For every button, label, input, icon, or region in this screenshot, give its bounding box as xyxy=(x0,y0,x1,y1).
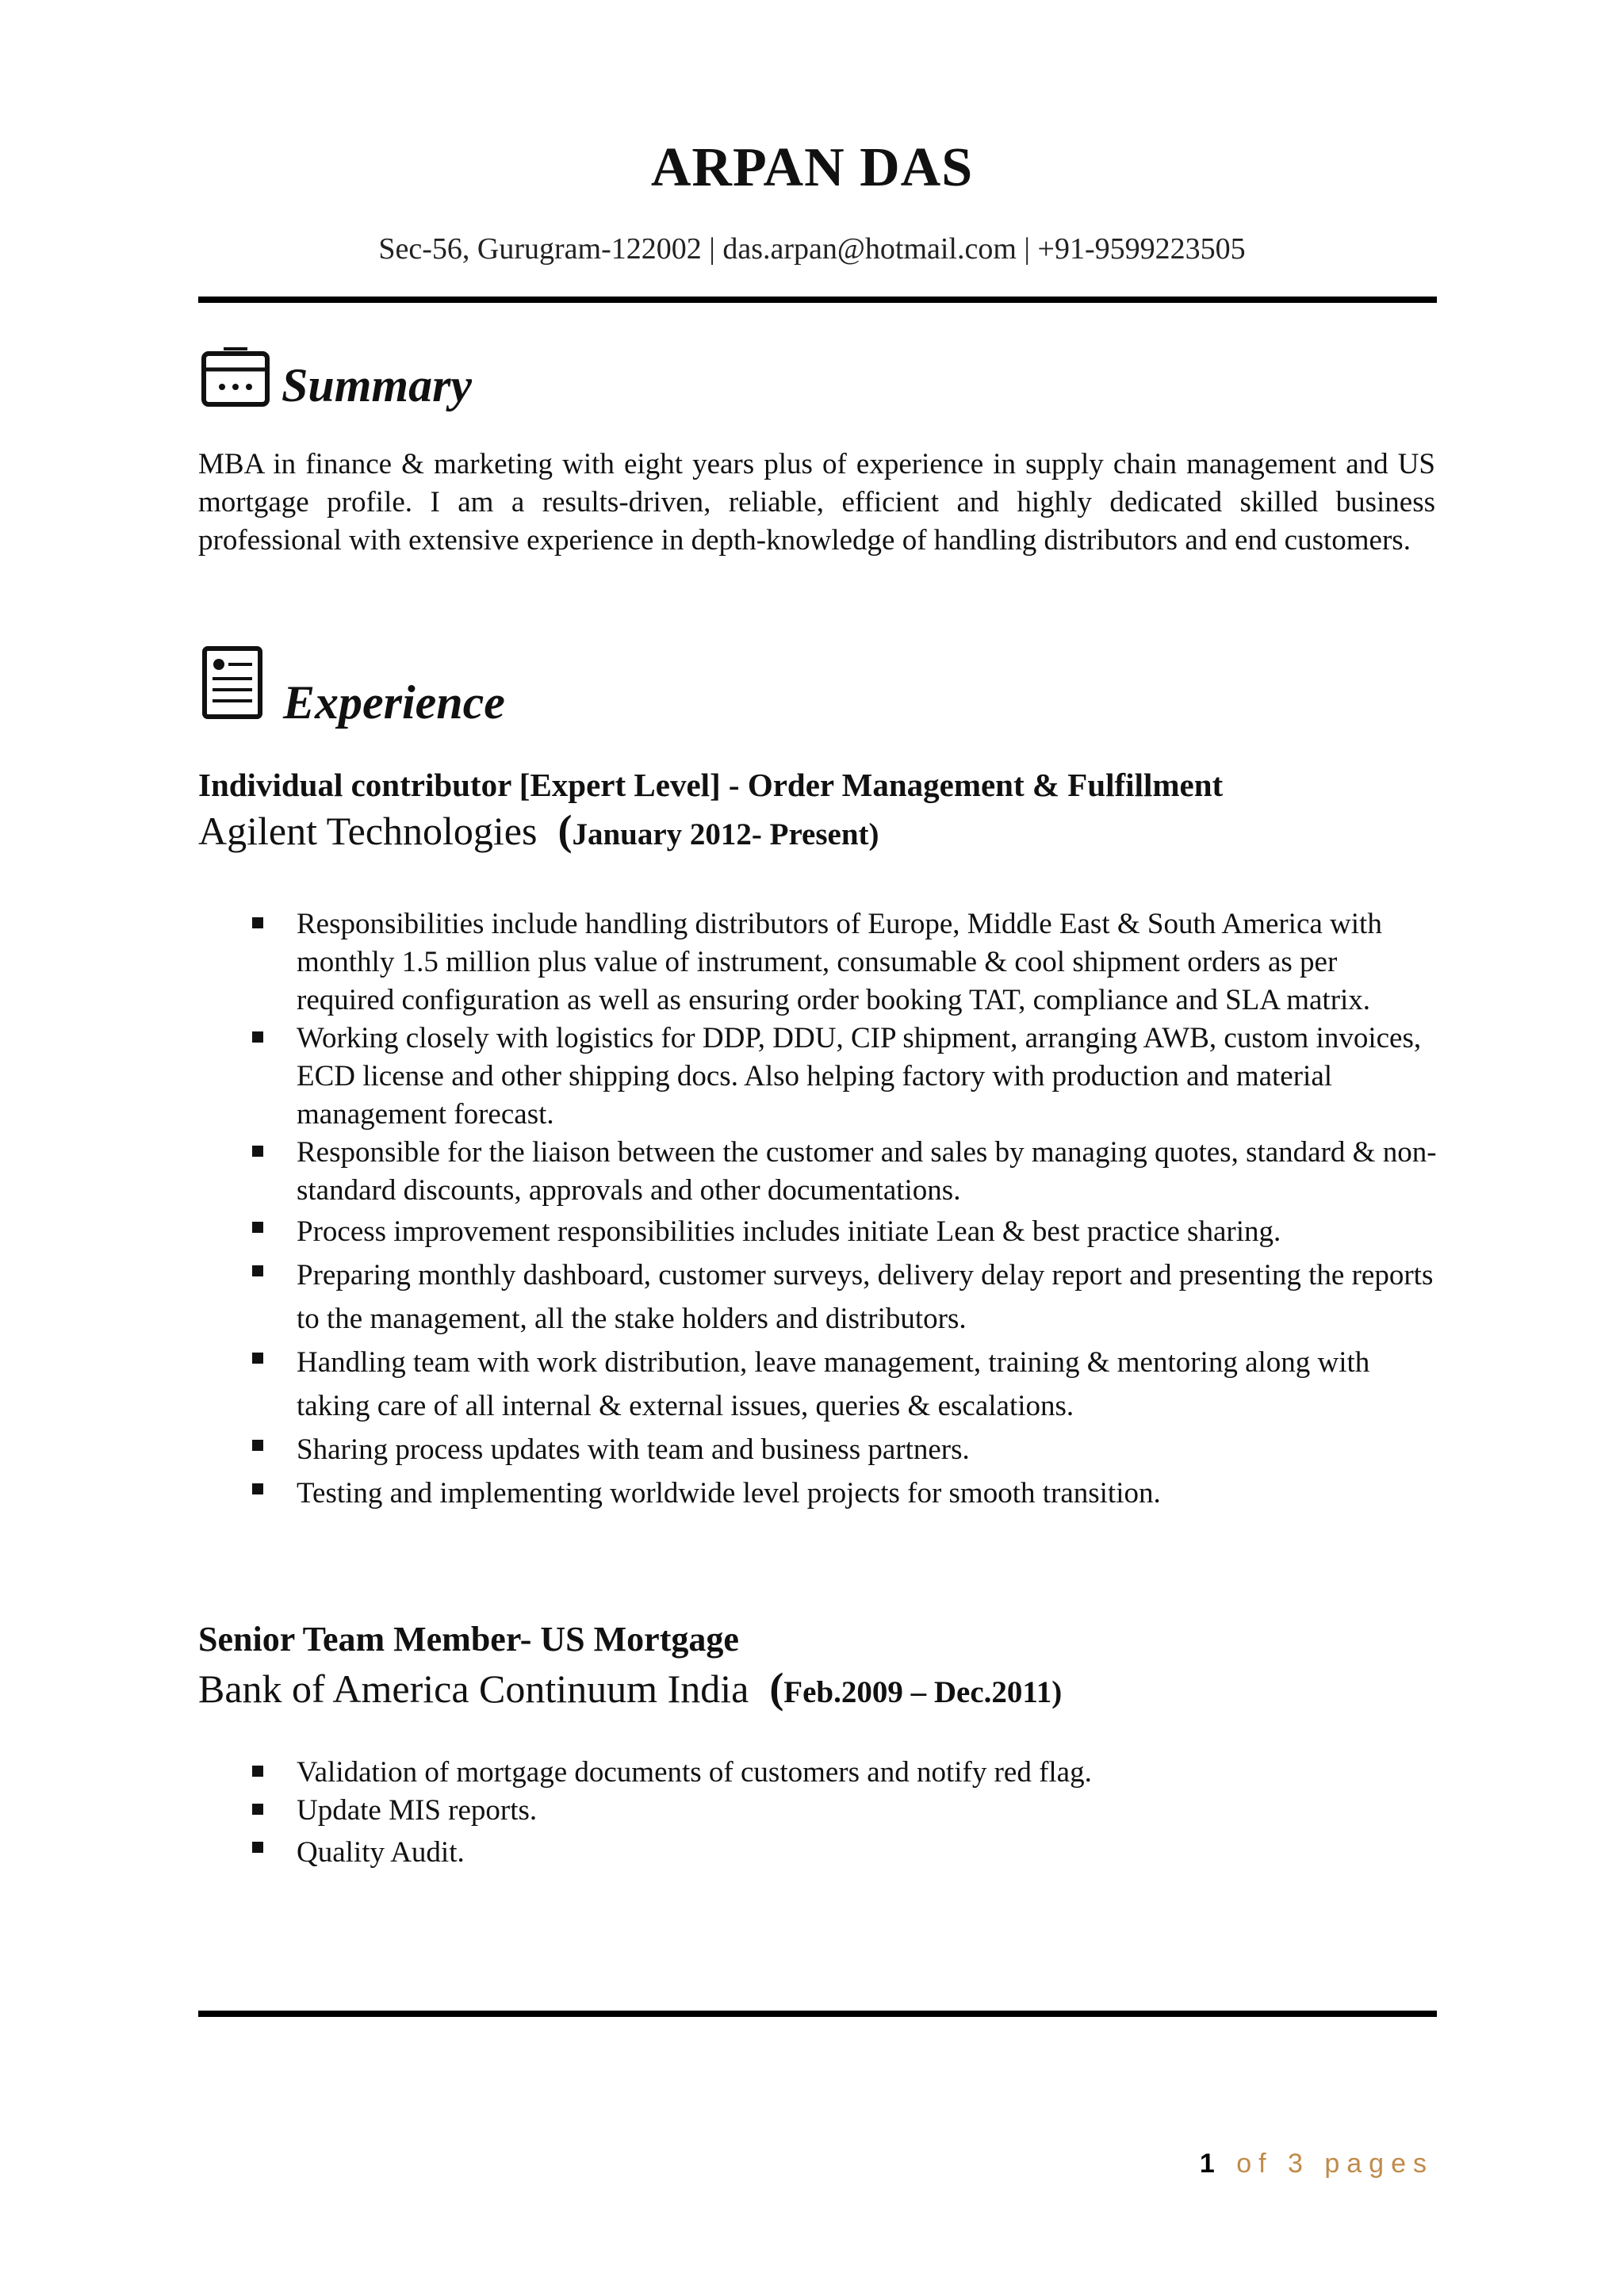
list-item: Working closely with logistics for DDP, DDU, CIP shipment, arranging AWB, custom invoices, ECD license and other shipping docs. Also helping factory with production and material management forecast. xyxy=(252,1020,1442,1134)
bullet-icon xyxy=(252,1440,263,1451)
job-company: Agilent Technologies xyxy=(198,809,538,853)
bullet-icon xyxy=(252,1766,263,1777)
list-item: Testing and implementing worldwide level projects for smooth transition. xyxy=(252,1471,1442,1515)
browser-window-icon xyxy=(200,342,271,414)
summary-heading: Summary xyxy=(282,359,473,411)
footer-divider xyxy=(198,2011,1437,2017)
bullet-icon xyxy=(252,1265,263,1276)
job-company: Bank of America Continuum India xyxy=(198,1667,749,1711)
job-company-line: Bank of America Continuum India (Feb.2009 – Dec.2011) xyxy=(198,1664,1063,1712)
summary-text: MBA in finance & marketing with eight years plus of experience in supply chain management and US mortgage profile. I am a results-driven, reliable, efficient and highly dedicated skilled business professional with extensive experience in depth-knowledge of handling distributors and end customers. xyxy=(198,448,1435,557)
list-item: Quality Audit. xyxy=(252,1830,1442,1876)
list-item: Preparing monthly dashboard, customer surveys, delivery delay report and presenting the reports to the management, all the stake holders and distributors. xyxy=(252,1253,1442,1341)
list-item: Update MIS reports. xyxy=(252,1792,1442,1830)
list-item: Validation of mortgage documents of customers and notify red flag. xyxy=(252,1754,1442,1792)
bullet-icon xyxy=(252,1222,263,1233)
job-role: Individual contributor [Expert Level] - Order Management & Fulfillment xyxy=(198,767,1224,803)
list-item: Sharing process updates with team and business partners. xyxy=(252,1428,1442,1471)
contact-line: Sec-56, Gurugram-122002 | das.arpan@hotmail.com | +91-9599223505 xyxy=(378,232,1246,266)
list-item: Process improvement responsibilities includes initiate Lean & best practice sharing. xyxy=(252,1210,1442,1253)
job-dates: Feb.2009 – Dec.2011 xyxy=(783,1675,1052,1709)
job-company-line: Agilent Technologies (January 2012- Present) xyxy=(198,806,879,854)
list-item: Handling team with work distribution, leave management, training & mentoring along with taking care of all internal & external issues, queries & escalations. xyxy=(252,1341,1442,1428)
job-dates: January 2012- Present xyxy=(572,817,869,851)
bullet-icon xyxy=(252,1842,263,1853)
experience-heading: Experience xyxy=(283,676,505,729)
resume-document-icon xyxy=(200,644,268,723)
bullet-icon xyxy=(252,1804,263,1815)
page-count-text: of 3 pages xyxy=(1236,2149,1434,2179)
job-role: Senior Team Member- US Mortgage xyxy=(198,1620,739,1659)
job-responsibilities-list xyxy=(252,905,1442,1515)
candidate-name: ARPAN DAS xyxy=(650,137,974,198)
job-responsibilities-list xyxy=(252,1754,1442,1876)
header-divider xyxy=(198,297,1437,303)
bullet-icon xyxy=(252,1353,263,1364)
bullet-icon xyxy=(252,917,263,928)
page-indicator xyxy=(1200,2149,1434,2179)
bullet-icon xyxy=(252,1146,263,1157)
page-number: 1 xyxy=(1199,2149,1222,2179)
list-item: Responsible for the liaison between the customer and sales by managing quotes, standard & non-standard discounts, approvals and other documentations. xyxy=(252,1134,1442,1210)
bullet-icon xyxy=(252,1483,263,1494)
list-item: Responsibilities include handling distributors of Europe, Middle East & South America with monthly 1.5 million plus value of instrument, consumable & cool shipment orders as per required configuration as well as ensuring order booking TAT, compliance and SLA matrix. xyxy=(252,905,1442,1020)
bullet-icon xyxy=(252,1031,263,1043)
